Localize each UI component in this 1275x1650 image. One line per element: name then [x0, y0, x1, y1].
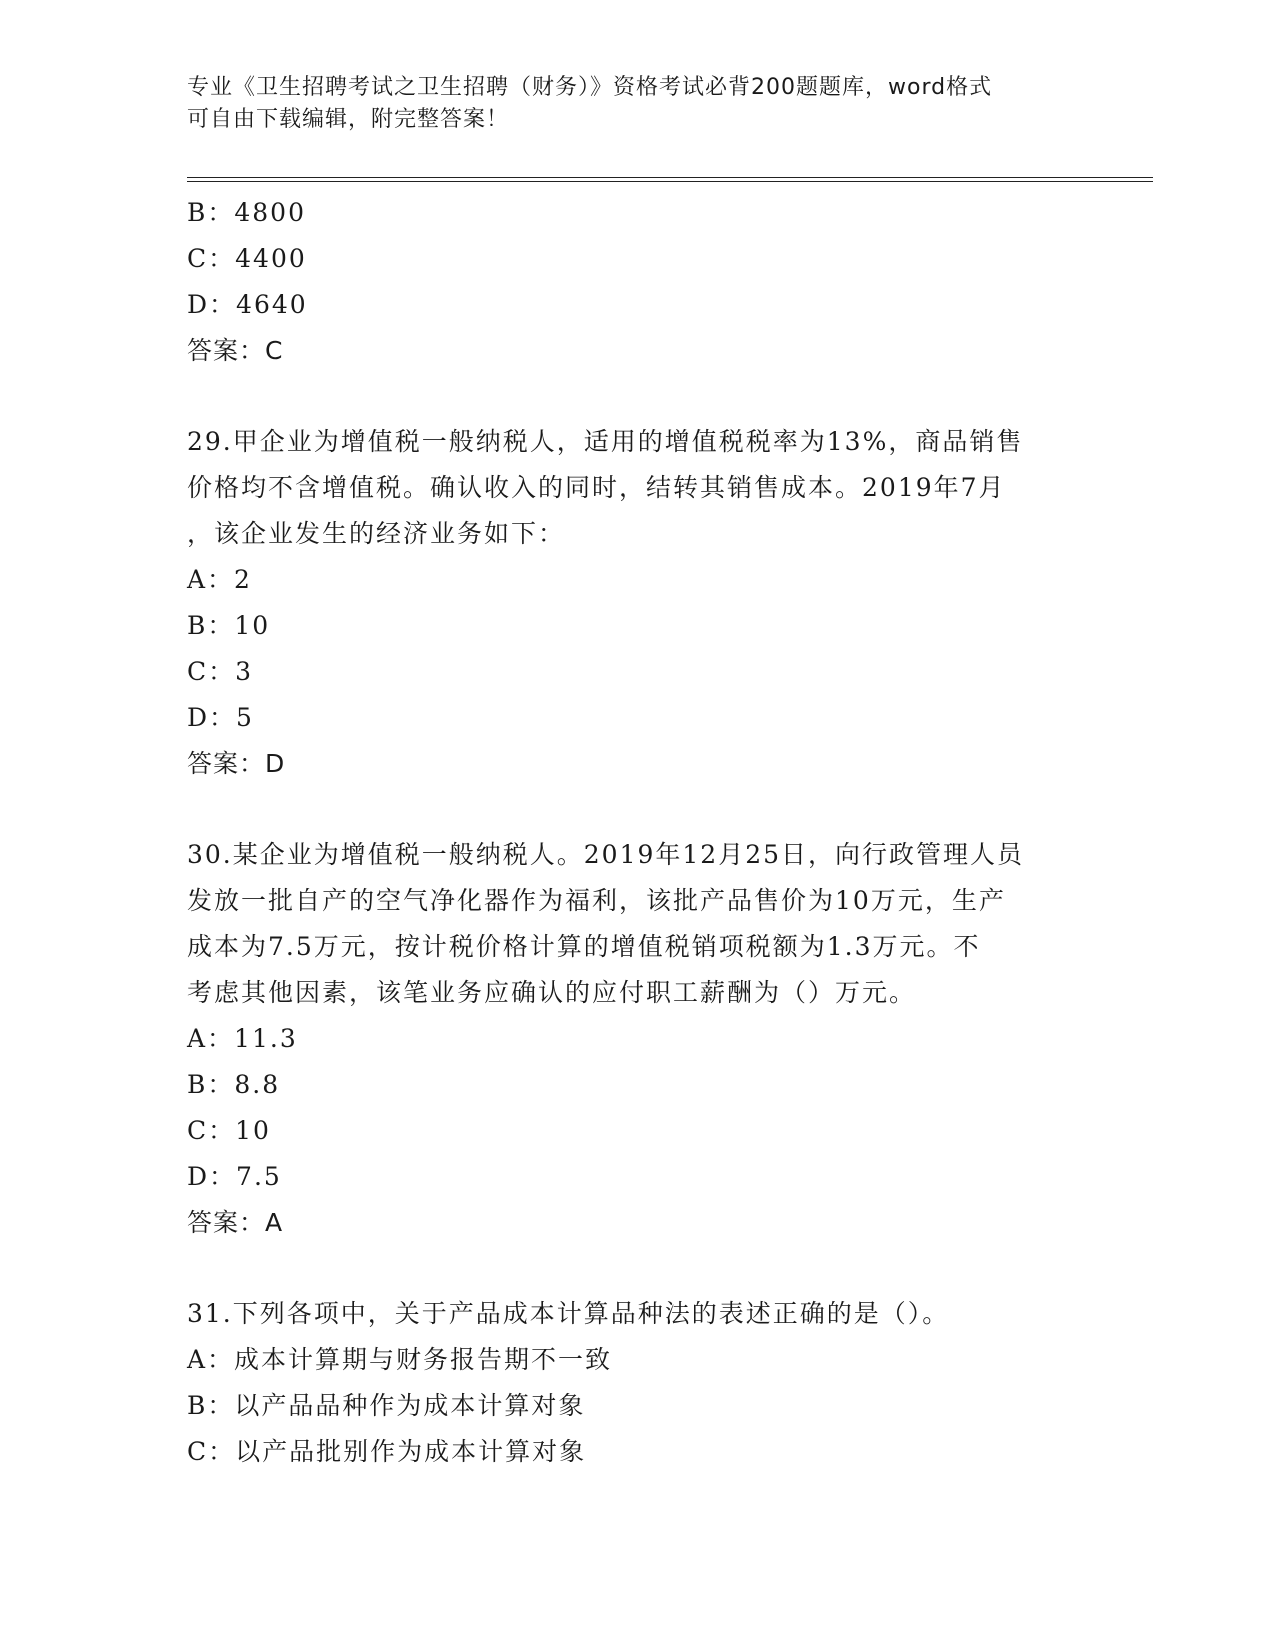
- option-b: B：以产品品种作为成本计算对象: [187, 1391, 586, 1420]
- question-stem-line: ，该企业发生的经济业务如下：: [187, 519, 566, 548]
- spacer: [187, 1246, 1107, 1291]
- question-stem-line: 价格均不含增值税。确认收入的同时，结转其销售成本。2019年7月: [187, 473, 1006, 502]
- option-a: A：11.3: [187, 1024, 298, 1053]
- option-b: B：4800: [187, 198, 306, 227]
- option-c: C：10: [187, 1116, 271, 1145]
- header-rule-top: [187, 177, 1153, 178]
- option-b: B：8.8: [187, 1070, 281, 1099]
- answer-line: 答案：D: [187, 749, 286, 778]
- question-30: [187, 832, 1107, 1246]
- option-d: D：5: [187, 703, 254, 732]
- question-stem-line: 29.甲企业为增值税一般纳税人，适用的增值税税率为13%，商品销售: [187, 427, 1024, 456]
- option-a: A：2: [187, 565, 252, 594]
- option-c: C：4400: [187, 244, 307, 273]
- document-body: [187, 190, 1107, 1475]
- question-stem-line: 30.某企业为增值税一般纳税人。2019年12月25日，向行政管理人员: [187, 840, 1025, 869]
- option-c: C：3: [187, 657, 254, 686]
- question-29: [187, 419, 1107, 787]
- answer-line: 答案：A: [187, 1208, 284, 1237]
- header-rule-bottom: [187, 181, 1153, 182]
- question-partial: [187, 190, 1107, 374]
- option-a: A：成本计算期与财务报告期不一致: [187, 1345, 613, 1374]
- option-b: B：10: [187, 611, 271, 640]
- option-d: D：7.5: [187, 1162, 282, 1191]
- option-d: D：4640: [187, 290, 308, 319]
- header-title-line-2: 可自由下载编辑，附完整答案！: [187, 107, 510, 132]
- question-stem-line: 发放一批自产的空气净化器作为福利，该批产品售价为10万元，生产: [187, 886, 1006, 915]
- question-31: [187, 1291, 1107, 1475]
- spacer: [187, 787, 1107, 832]
- question-stem-line: 31.下列各项中，关于产品成本计算品种法的表述正确的是（）。: [187, 1299, 950, 1328]
- option-c: C：以产品批别作为成本计算对象: [187, 1437, 587, 1466]
- document-header: [187, 72, 1087, 136]
- question-stem-line: 成本为7.5万元，按计税价格计算的增值税销项税额为1.3万元。不: [187, 932, 981, 961]
- question-stem-line: 考虑其他因素，该笔业务应确认的应付职工薪酬为（）万元。: [187, 978, 917, 1007]
- answer-line: 答案：C: [187, 336, 284, 365]
- header-title-line-1: 专业《卫生招聘考试之卫生招聘（财务）》资格考试必背200题题库，word格式: [187, 75, 993, 100]
- spacer: [187, 374, 1107, 419]
